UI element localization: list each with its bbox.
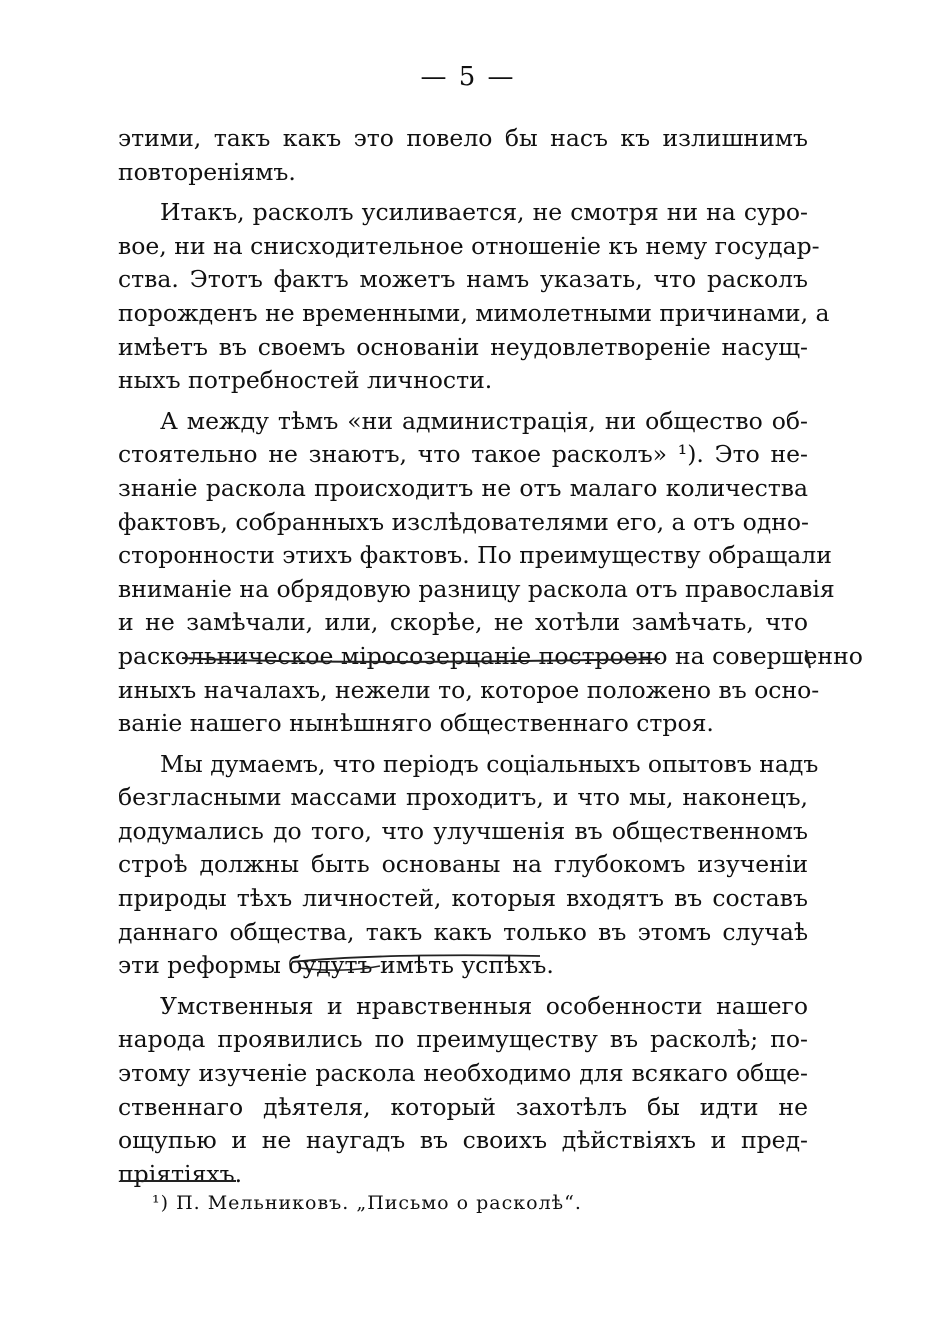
- paragraph: [118, 196, 830, 398]
- paragraph: [118, 990, 808, 1192]
- text-line: вое, ни на снисходительное отношеніе къ нему государ-: [118, 231, 820, 260]
- text-line: знаніе раскола происходитъ не отъ малаго количества: [118, 473, 808, 502]
- text-line: порожденъ не временными, мимолетными причинами, а: [118, 298, 830, 327]
- text-line: ныхъ потребностей личности.: [118, 366, 493, 395]
- paragraph: [118, 405, 863, 741]
- text-line: Итакъ, расколъ усиливается, не смотря ни на суро-: [160, 198, 808, 227]
- text-line: ственнаго дѣятеля, который захотѣлъ бы идти не: [118, 1092, 808, 1121]
- text-line: этими, такъ какъ это повело бы насъ къ излишнимъ: [118, 124, 808, 152]
- text-line: Умственныя и нравственныя особенности нашего: [160, 991, 808, 1020]
- text-line: даннаго общества, такъ какъ только въ этомъ случаѣ: [118, 917, 808, 946]
- paragraph: [118, 122, 808, 189]
- text-line: безгласными массами проходитъ, и что мы, наконецъ,: [118, 783, 808, 812]
- text-line: стоятельно не знаютъ, что такое расколъ» ¹). Это не-: [118, 440, 808, 469]
- text-line: А между тѣмъ «ни администрація, ни общество об-: [160, 406, 808, 435]
- text-line: имѣетъ въ своемъ основаніи неудовлетвореніе насущ-: [118, 332, 808, 361]
- paragraph: [118, 748, 819, 983]
- text-line: этому изученіе раскола необходимо для всякаго обще-: [118, 1059, 808, 1088]
- text-line-underlined: раскольническое міросозерцаніе построено на совершенно: [118, 641, 863, 670]
- footnote: [152, 1192, 582, 1214]
- text-line: пріятіяхъ.: [118, 1159, 243, 1188]
- footnote-marker: ¹): [152, 1192, 170, 1214]
- text-line: ваніе нашего нынѣшняго общественнаго строя.: [118, 709, 714, 738]
- text-line: Мы думаемъ, что періодъ соціальныхъ опытовъ надъ: [160, 749, 819, 778]
- text-line: строѣ должны быть основаны на глубокомъ изученіи: [118, 850, 808, 879]
- body-text: [118, 122, 863, 1191]
- text-line-underlined: эти реформы будутъ имѣть успѣхъ.: [118, 951, 554, 980]
- text-line: фактовъ, собранныхъ изслѣдователями его, а отъ одно-: [118, 507, 809, 536]
- text-line: додумались до того, что улучшенія въ общественномъ: [118, 816, 808, 845]
- text-line: природы тѣхъ личностей, которыя входятъ въ составъ: [118, 884, 808, 913]
- page-number: — 5 —: [420, 62, 516, 92]
- text-line: иныхъ началахъ, нежели то, которое положено въ осно-: [118, 675, 820, 704]
- text-line: народа проявились по преимуществу въ расколѣ; по-: [118, 1025, 808, 1054]
- footnote-text: П. Мельниковъ. „Письмо о расколѣ“.: [176, 1192, 582, 1214]
- text-line: сторонности этихъ фактовъ. По преимуществу обращали: [118, 541, 832, 570]
- text-line: вниманіе на обрядовую разницу раскола отъ православія: [118, 574, 835, 603]
- text-line: ства. Этотъ фактъ можетъ намъ указать, что расколъ: [118, 265, 808, 294]
- text-line: ощупью и не наугадъ въ своихъ дѣйствіяхъ и пред-: [118, 1126, 808, 1155]
- text-line: и не замѣчали, или, скорѣе, не хотѣли замѣчать, что: [118, 608, 808, 637]
- footnote-divider: [120, 1180, 236, 1182]
- text-line: повтореніямъ.: [118, 157, 296, 186]
